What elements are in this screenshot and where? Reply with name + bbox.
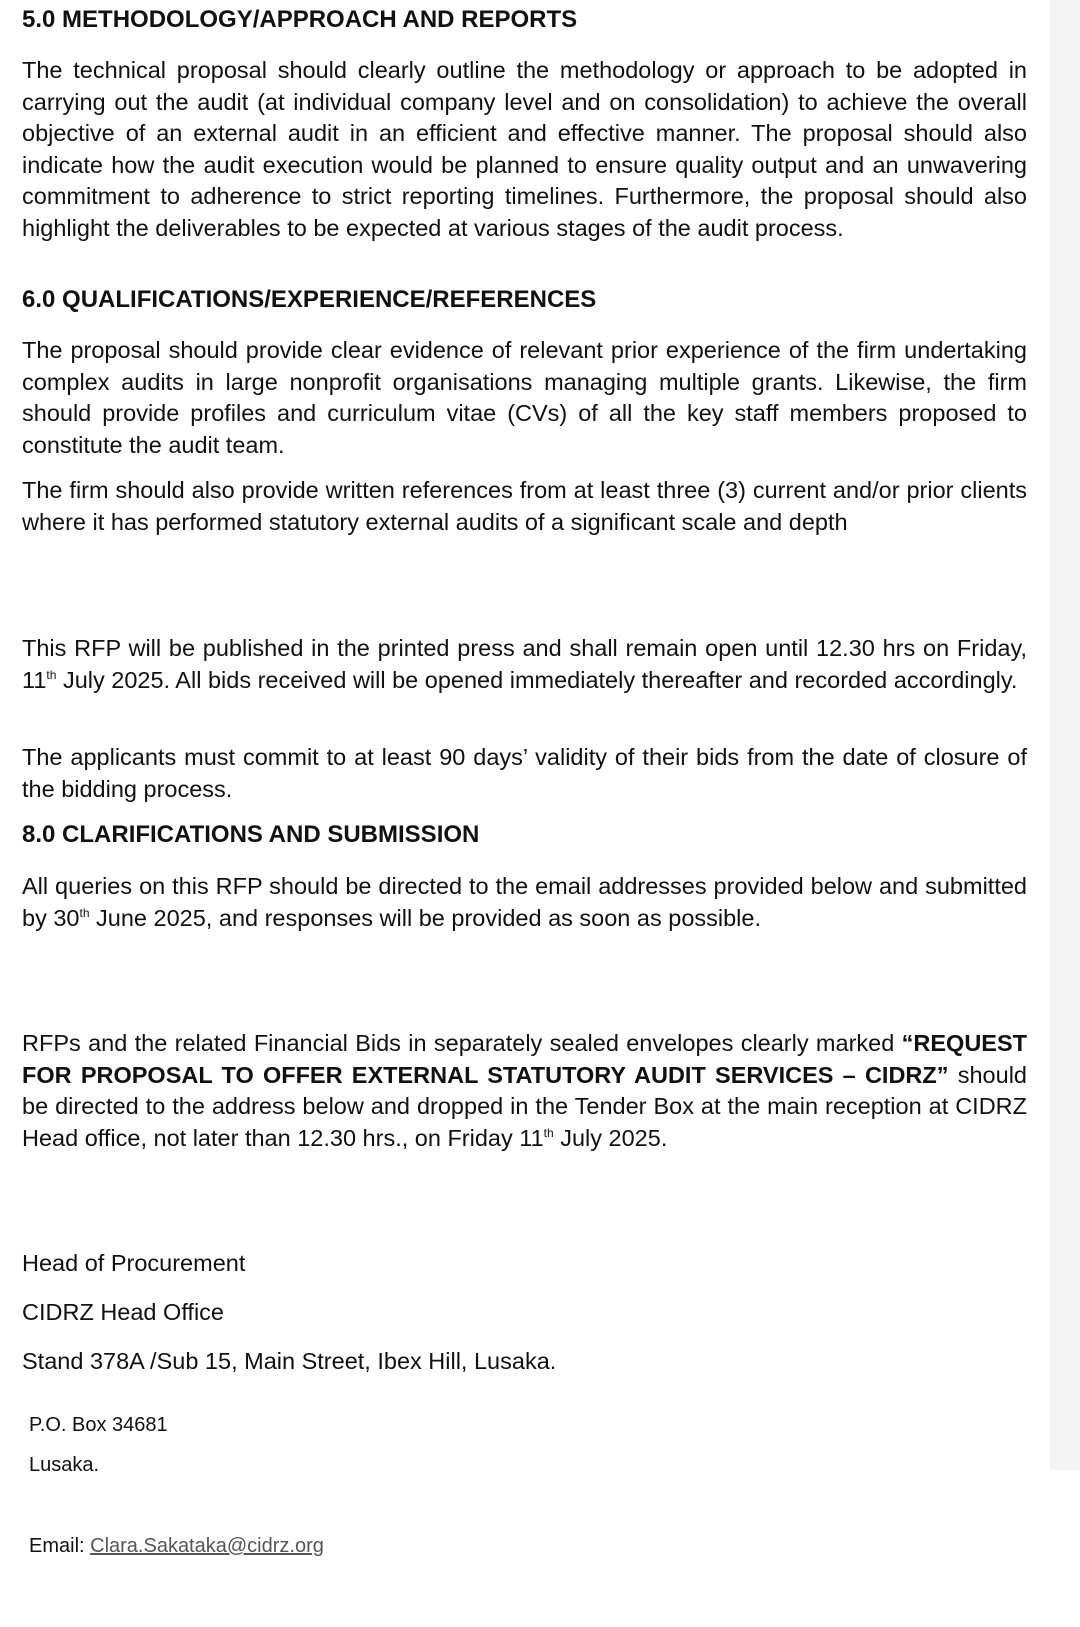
section-8-paragraph-1-text-b: June 2025, and responses will be provided as soon as possible. xyxy=(89,904,761,931)
section-8-paragraph-2-text-b: should be directed to the address below and dropped in the Tender Box at the main reception at CIDRZ Head office, not later than 12.30 hrs., on Friday 11 xyxy=(22,1061,1027,1151)
address-street: Stand 378A /Sub 15, Main Street, Ibex Hill, Lusaka. xyxy=(22,1348,557,1374)
section-6-paragraph-2-clip xyxy=(22,475,1027,553)
rfp-envelope-title: “REQUEST FOR PROPOSAL TO OFFER EXTERNAL STATUTORY AUDIT SERVICES – CIDRZ” xyxy=(22,1030,1027,1088)
address-po-box: P.O. Box 34681 xyxy=(29,1414,168,1436)
section-7-paragraph-1-text-a: This RFP will be published in the printed press and shall remain open until 12.30 hrs on Friday, 11 xyxy=(22,635,1027,693)
section-5-heading: 5.0 METHODOLOGY/APPROACH AND REPORTS xyxy=(22,6,578,33)
section-8-paragraph-2-text-a: RFPs and the related Financial Bids in separately sealed envelopes clearly marked xyxy=(22,1030,902,1056)
section-8-paragraph-2-text-c: July 2025. xyxy=(553,1124,668,1151)
ordinal-suffix: th xyxy=(79,905,90,920)
email-line xyxy=(29,1533,324,1559)
section-8-paragraph-1 xyxy=(22,871,1027,934)
section-6-paragraph-2: The firm should also provide written references from at least three (3) current and/or prior clients where it has performed statutory external audits of a significant scale and depth xyxy=(22,477,1027,535)
section-8-paragraph-1-text-a: All queries on this RFP should be directed to the email addresses provided below and submitted by 30 xyxy=(22,873,1027,931)
address-recipient: Head of Procurement xyxy=(22,1250,246,1276)
page-margin-strip xyxy=(1050,0,1080,1470)
section-8-paragraph-2 xyxy=(22,1028,1027,1154)
ordinal-suffix: th xyxy=(46,667,57,682)
section-6-paragraph-1: The proposal should provide clear evidence of relevant prior experience of the firm undertaking complex audits in large nonprofit organisations managing multiple grants. Likewise, the firm should provide profiles and curriculum vitae (CVs) of all the key staff members proposed to constitute the audit team. xyxy=(22,337,1027,458)
address-office: CIDRZ Head Office xyxy=(22,1299,224,1325)
section-5-paragraph: The technical proposal should clearly outline the methodology or approach to be adopted in carrying out the audit (at individual company level and on consolidation) to achieve the overall objective of an external audit in an efficient and effective manner. The proposal should also indicate how the audit execution would be planned to ensure quality output and an unwavering commitment to adherence to strict reporting timelines. Furthermore, the proposal should also highlight the deliverables to be expected at various stages of the audit process. xyxy=(22,57,1027,241)
section-7-paragraph-1-text-b: July 2025. All bids received will be opened immediately thereafter and recorded accordingly. xyxy=(56,666,1018,693)
section-7-paragraph-1 xyxy=(22,633,1027,696)
section-7-paragraph-2: The applicants must commit to at least 90 days’ validity of their bids from the date of closure of the bidding process. xyxy=(22,744,1027,802)
email-label: Email: xyxy=(29,1535,91,1557)
email-link[interactable]: Clara.Sakataka@cidrz.org xyxy=(90,1535,324,1557)
section-8-heading: 8.0 CLARIFICATIONS AND SUBMISSION xyxy=(22,821,480,848)
address-city: Lusaka. xyxy=(29,1454,100,1476)
ordinal-suffix: th xyxy=(543,1125,554,1140)
section-6-heading: 6.0 QUALIFICATIONS/EXPERIENCE/REFERENCES xyxy=(22,286,597,313)
